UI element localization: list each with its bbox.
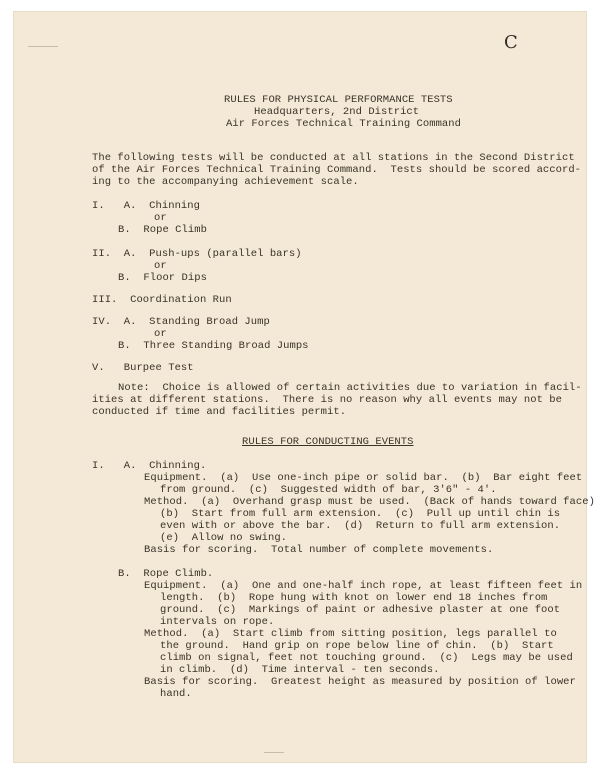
rule-line: (b) Start from full arm extension. (c) Pull up until chin is bbox=[160, 508, 561, 520]
test-item: B. Rope Climb bbox=[118, 224, 207, 236]
rule-line: length. (b) Rope hung with knot on lower end 18 inches from bbox=[160, 592, 548, 604]
test-item: IV. A. Standing Broad Jump bbox=[92, 316, 270, 328]
intro-line: The following tests will be conducted at all stations in the Second District bbox=[92, 152, 575, 164]
rule-line: ground. (c) Markings of paint or adhesive plaster at one foot bbox=[160, 604, 561, 616]
rule-line: hand. bbox=[160, 688, 192, 700]
paper-scuff bbox=[28, 46, 58, 47]
doc-subtitle: Headquarters, 2nd District bbox=[254, 106, 420, 118]
test-item: B. Three Standing Broad Jumps bbox=[118, 340, 309, 352]
paper-scuff bbox=[264, 752, 284, 753]
doc-title: RULES FOR PHYSICAL PERFORMANCE TESTS bbox=[224, 94, 453, 106]
rule-line: climb on signal, feet not touching ground. (c) Legs may be used bbox=[160, 652, 573, 664]
test-item: III. Coordination Run bbox=[92, 294, 232, 306]
test-item: B. Floor Dips bbox=[118, 272, 207, 284]
rule-line: in climb. (d) Time interval - ten seconds. bbox=[160, 664, 440, 676]
note-line: Note: Choice is allowed of certain activities due to variation in facil- bbox=[118, 382, 582, 394]
test-item: II. A. Push-ups (parallel bars) bbox=[92, 248, 302, 260]
rule-line: Equipment. (a) Use one-inch pipe or solid bar. (b) Bar eight feet bbox=[144, 472, 583, 484]
handwritten-mark: C bbox=[504, 32, 518, 53]
note-line: ities at different stations. There is no reason why all events may not be bbox=[92, 394, 562, 406]
rule-line: from ground. (c) Suggested width of bar, 3'6" - 4'. bbox=[160, 484, 497, 496]
test-or: or bbox=[154, 212, 167, 224]
rule-heading: B. Rope Climb. bbox=[118, 568, 214, 580]
document-page bbox=[14, 12, 595, 762]
test-item: I. A. Chinning bbox=[92, 200, 200, 212]
intro-line: of the Air Forces Technical Training Command. Tests should be scored accord- bbox=[92, 164, 582, 176]
rule-line: (e) Allow no swing. bbox=[160, 532, 288, 544]
rule-line: Method. (a) Start climb from sitting position, legs parallel to bbox=[144, 628, 557, 640]
test-or: or bbox=[154, 328, 167, 340]
rule-line: Equipment. (a) One and one-half inch rope, at least fifteen feet in bbox=[144, 580, 583, 592]
rule-line: Basis for scoring. Total number of complete movements. bbox=[144, 544, 494, 556]
rule-line: Method. (a) Overhand grasp must be used. (Back of hands toward face) bbox=[144, 496, 595, 508]
test-or: or bbox=[154, 260, 167, 272]
rule-line: the ground. Hand grip on rope below line of chin. (b) Start bbox=[160, 640, 554, 652]
test-item: V. Burpee Test bbox=[92, 362, 194, 374]
rule-line: Basis for scoring. Greatest height as measured by position of lower bbox=[144, 676, 576, 688]
intro-line: ing to the accompanying achievement scale. bbox=[92, 176, 359, 188]
rule-line: intervals on rope. bbox=[160, 616, 275, 628]
rule-line: even with or above the bar. (d) Return to full arm extension. bbox=[160, 520, 561, 532]
note-line: conducted if time and facilities permit. bbox=[92, 406, 347, 418]
rule-heading: I. A. Chinning. bbox=[92, 460, 207, 472]
doc-subtitle: Air Forces Technical Training Command bbox=[226, 118, 461, 130]
section-heading: RULES FOR CONDUCTING EVENTS bbox=[242, 436, 414, 448]
